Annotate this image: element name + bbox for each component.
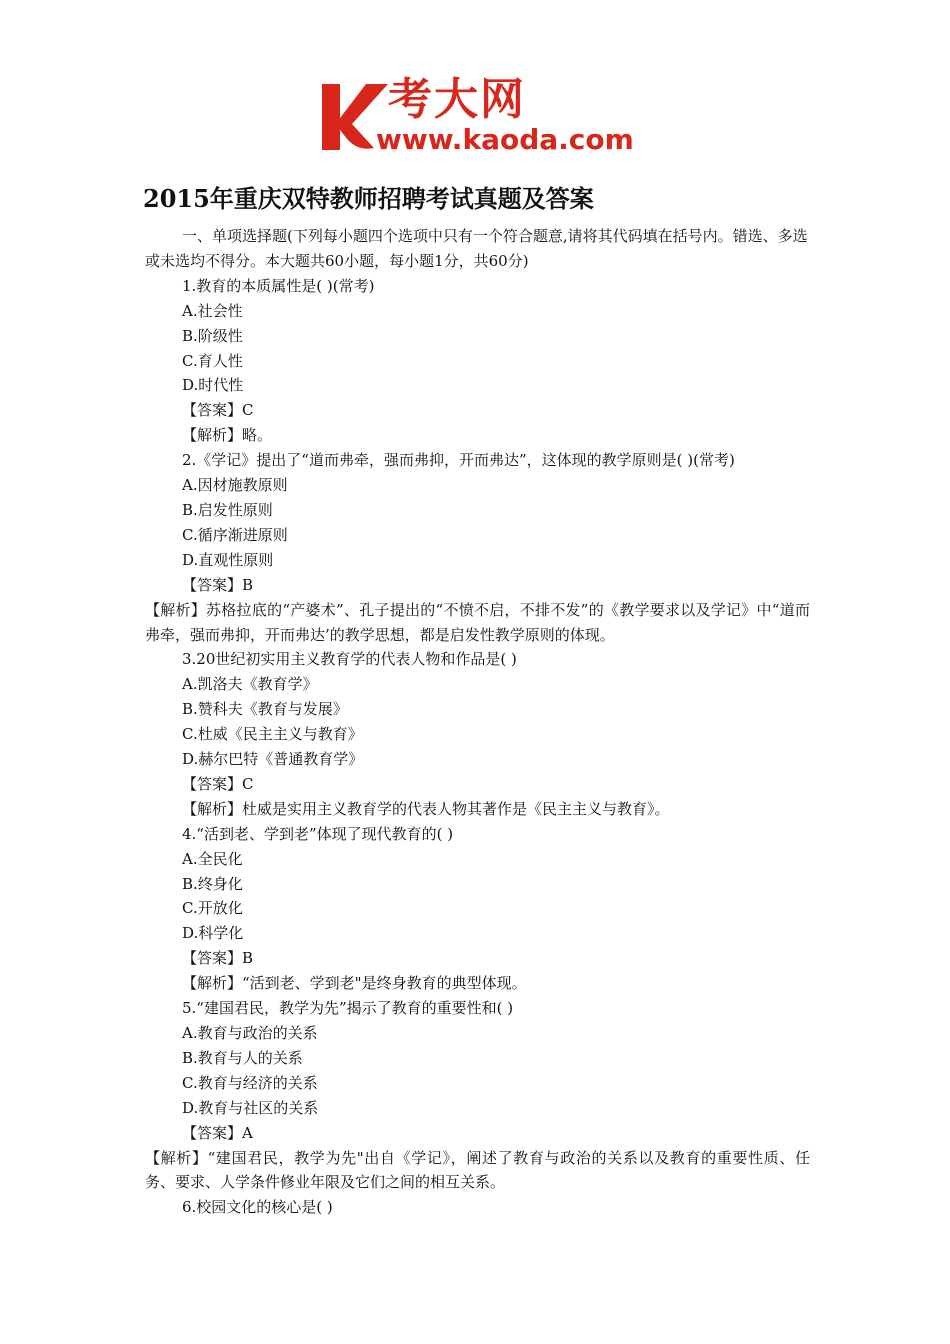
answer: 【答案】C: [182, 401, 254, 420]
analysis: 【解析】苏格拉底的“产婆术”、孔子提出的“不愤不启，不排不发”的《教学要求以及学记》中“道而弗牵，强而弗抑，开而弗达’的教学思想，都是启发性教学原则的体现。: [145, 600, 810, 644]
document-body: [145, 224, 810, 1220]
option: B.教育与人的关系: [182, 1048, 303, 1067]
option: A.凯洛夫《教育学》: [182, 675, 318, 694]
question-stem: 5.“建国君民，教学为先”揭示了教育的重要性和( ): [182, 999, 514, 1018]
logo-url: www.kaoda.com: [376, 123, 634, 156]
option: C.教育与经济的关系: [182, 1073, 318, 1092]
option: A.教育与政治的关系: [182, 1024, 318, 1042]
section-heading: 一、单项选择题(下列每小题四个选项中只有一个符合题意,请将其代码填在括号内。错选、多选或未选均不得分。本大题共60小题，每小题1分，共60分): [145, 227, 808, 270]
logo-name: 考大网: [388, 74, 526, 125]
answer: 【答案】B: [182, 949, 254, 968]
question-stem: 2.《学记》提出了“道而弗牵，强而弗抑，开而弗达”，这体现的教学原则是( )(常考): [182, 451, 735, 470]
option: C.杜威《民主主义与教育》: [182, 725, 363, 744]
option: A.社会性: [182, 301, 243, 320]
option: B.阶级性: [182, 326, 243, 345]
analysis: 【解析】“建国君民，教学为先"出自《学记》，阐述了教育与政治的关系以及教育的重要性质、任务、要求、人学条件修业年限及它们之间的相互关系。: [145, 1148, 810, 1192]
option: D.教育与社区的关系: [182, 1098, 319, 1117]
option: B.赞科夫《教育与发展》: [182, 700, 348, 719]
answer: 【答案】C: [182, 774, 254, 793]
option: D.时代性: [182, 376, 244, 395]
answer: 【答案】B: [182, 575, 254, 594]
answer: 【答案】A: [182, 1123, 253, 1142]
question-stem: 4.“活到老、学到老”体现了现代教育的( ): [182, 824, 454, 843]
option: D.直观性原则: [182, 550, 274, 569]
option: B.启发性原则: [182, 500, 273, 519]
option: C.开放化: [182, 899, 243, 918]
option: C.循序渐进原则: [182, 525, 288, 544]
kaoda-logo: [316, 74, 646, 162]
question-stem: 3.20世纪初实用主义教育学的代表人物和作品是( ): [182, 650, 517, 669]
question-stem: 1.教育的本质属性是( )(常考): [182, 276, 375, 295]
option: B.终身化: [182, 874, 243, 893]
analysis: 【解析】“活到老、学到老"是终身教育的典型体现。: [182, 974, 527, 993]
analysis: 【解析】略。: [182, 426, 273, 445]
option: A.因材施教原则: [182, 476, 288, 495]
option: D.赫尔巴特《普通教育学》: [182, 750, 364, 769]
page-title: 2015年重庆双特教师招聘考试真题及答案: [143, 184, 594, 213]
option: C.育人性: [182, 351, 243, 370]
option: A.全民化: [182, 849, 243, 868]
analysis: 【解析】杜威是实用主义教育学的代表人物其著作是《民主主义与教育》。: [182, 799, 670, 818]
option: D.科学化: [182, 924, 244, 943]
question-stem: 6.校园文化的核心是( ): [182, 1198, 333, 1217]
